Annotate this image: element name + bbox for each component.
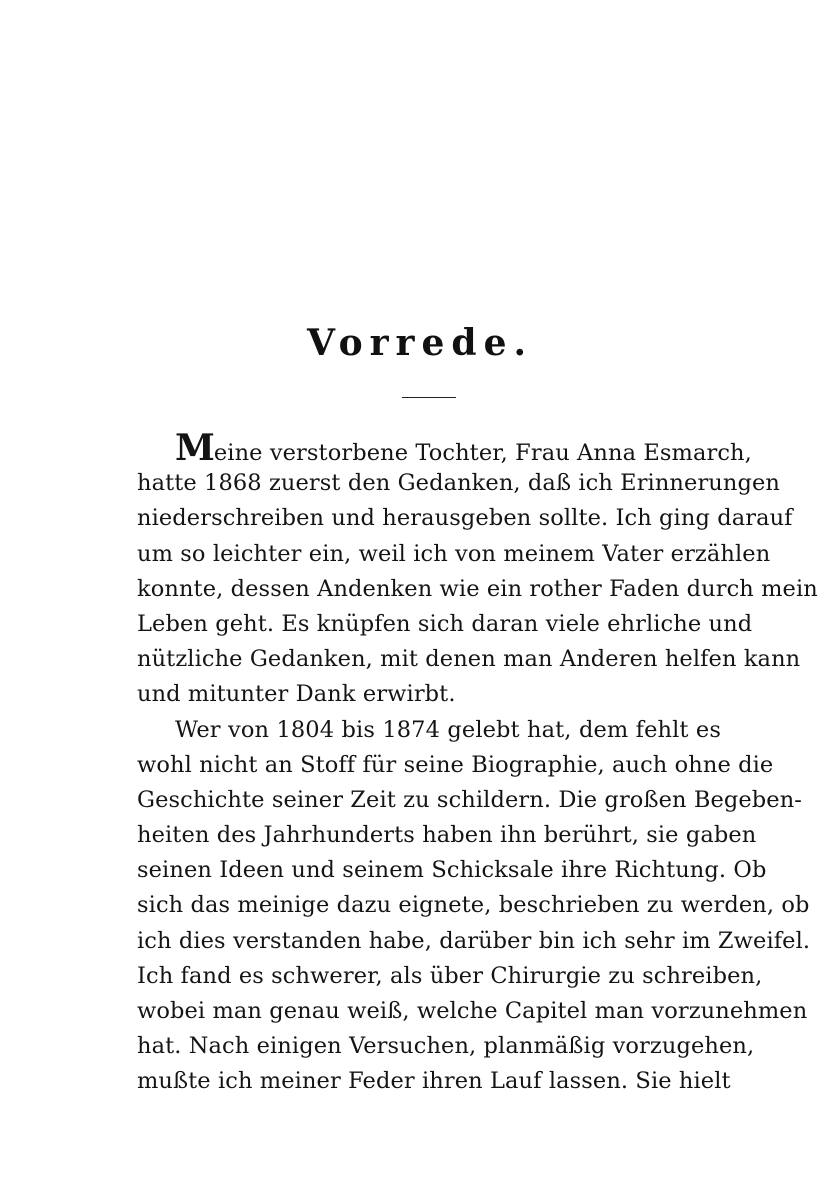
text-line: wobei man genau weiß, welche Capitel man vorzunehmen [137,998,808,1024]
text-line: Ich fand es schwerer, als über Chirurgie zu schreiben, [137,962,763,989]
text-line: hat. Nach einigen Versuchen, planmäßig vorzugehen, [137,1033,755,1060]
title-divider [402,397,456,398]
text-line: und mitunter Dank erwirbt. [137,681,456,708]
text-line: ich dies verstanden habe, darüber bin ich sehr im Zweifel. [137,927,811,954]
text-line: konnte, dessen Andenken wie ein rother Faden durch mein [137,575,818,602]
text-line: niederschreiben und herausgeben sollte. Ich ging darauf [137,505,793,532]
text-line: hatte 1868 zuerst den Gedanken, daß ich Erinnerungen [137,470,780,497]
text-line: nützliche Gedanken, mit denen man Anderen helfen kann [137,646,801,673]
body-text [137,427,818,1100]
text-line: wohl nicht an Stoff für seine Biographie, auch ohne die [137,751,774,778]
text-line-rest: eine verstorbene Tochter, Frau Anna Esmarch, [213,440,752,466]
text-line: mußte ich meiner Feder ihren Lauf lassen. Sie hielt [137,1068,731,1095]
drop-cap: M [175,427,214,469]
text-line: Leben geht. Es knüpfen sich daran viele ehrliche und [137,610,753,637]
page-title: Vorrede. [306,322,534,364]
text-line: um so leichter ein, weil ich von meinem Vater erzählen [137,540,771,567]
text-line [137,427,752,469]
text-line: seinen Ideen und seinem Schicksale ihre Richtung. Ob [137,857,767,884]
text-line: sich das meinige dazu eignete, beschrieben zu werden, ob [137,892,810,919]
text-line: Wer von 1804 bis 1874 gelebt hat, dem fehlt es [175,716,721,743]
text-line: Geschichte seiner Zeit zu schildern. Die großen Begeben- [137,786,803,813]
text-line: heiten des Jahrhunderts haben ihn berührt, sie gaben [137,822,757,849]
